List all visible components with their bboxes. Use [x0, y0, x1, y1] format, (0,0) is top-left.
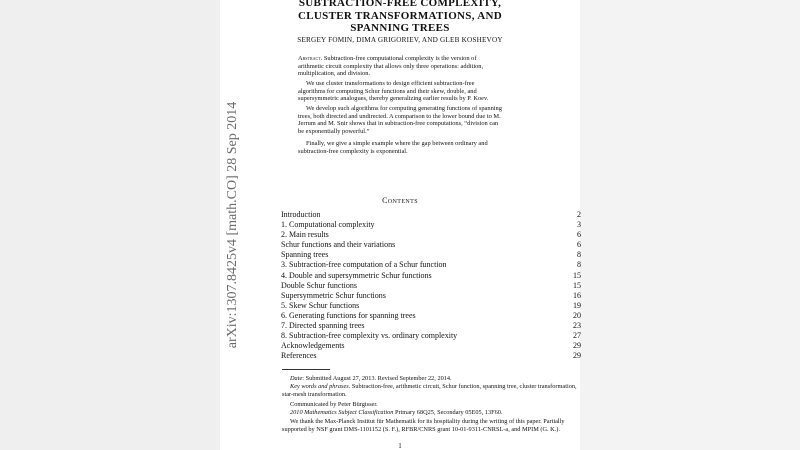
toc-entry[interactable]: 2. Main results 6: [281, 230, 581, 240]
toc-entry[interactable]: Schur functions and their variations 6: [281, 240, 581, 250]
abstract-paragraph-4: Finally, we give a simple example where the gap between ordinary and subtraction-free complexity is exponential.: [298, 140, 488, 155]
footnote-msc-label: 2010 Mathematics Subject Classification: [290, 409, 394, 416]
abstract-label: Abstract.: [298, 55, 323, 62]
document-page: [220, 0, 580, 450]
toc-entry[interactable]: References 29: [281, 351, 581, 361]
toc-entry[interactable]: 4. Double and supersymmetric Schur functions 15: [281, 270, 581, 280]
page-number: 1: [398, 442, 402, 450]
toc-entry[interactable]: Supersymmetric Schur functions 16: [281, 290, 581, 300]
toc-entry[interactable]: Double Schur functions 15: [281, 280, 581, 290]
abstract-paragraph-1: [298, 55, 502, 78]
footnote-keywords-label: Key words and phrases.: [290, 383, 351, 390]
toc-entry[interactable]: 7. Directed spanning trees 23: [281, 321, 581, 331]
toc-entry[interactable]: Introduction 2: [281, 210, 581, 219]
footnote-communicated: Communicated by Peter Bürgisser.: [290, 401, 378, 408]
paper-authors: SERGEY FOMIN, DIMA GRIGORIEV, AND GLEB KOSHEVOY: [297, 36, 503, 44]
arxiv-identifier: arXiv:1307.8425v4 [math.CO] 28 Sep 2014: [225, 101, 240, 349]
toc-entry[interactable]: Acknowledgements 29: [281, 341, 581, 351]
left-margin-area: [0, 0, 220, 450]
abstract-paragraph-2: We use cluster transformations to design efficient subtraction-free algorithms for computing Schur functions and their skew, double, and supersymmetric analogues, thereby generalizing earlier results by P. Koev.: [298, 80, 489, 103]
toc-entry[interactable]: Spanning trees 8: [281, 250, 581, 260]
footnote-divider: [282, 369, 330, 370]
footnote-thanks: We thank the Max-Planck Institut für Mathematik for its hospitality during the writing of this paper. Partially supported by NSF grant DMS-1101152 (S. F.), RFBR/CNRS grant 10-01-9311-CNRSL-a, and MPIM (G. K.).: [282, 418, 565, 433]
toc-entry[interactable]: 1. Computational complexity 3: [281, 220, 581, 230]
footnote-keywords: Key words and phrases. Subtraction-free, arithmetic circuit, Schur function, spanning tree, cluster transformation, star-mesh transformation.: [282, 383, 577, 398]
toc-entry[interactable]: 6. Generating functions for spanning trees 20: [281, 310, 581, 320]
table-of-contents: [281, 210, 582, 361]
footnote-date: Date: Submitted August 27, 2013. Revised September 22, 2014.: [290, 375, 452, 382]
paper-title-line-2: CLUSTER TRANSFORMATIONS, AND SPANNING TREES: [298, 10, 502, 34]
toc-entry[interactable]: 8. Subtraction-free complexity vs. ordinary complexity 27: [281, 331, 581, 341]
toc-entry[interactable]: 5. Skew Schur functions 19: [281, 300, 581, 310]
abstract-text-1: Subtraction-free computational complexity is the version of arithmetic circuit complexity that allows only three operations: addition, multiplication, and division.: [298, 55, 484, 78]
abstract-paragraph-3: We develop such algorithms for computing generating functions of spanning trees, both directed and undirected. A comparison to the lower bound due to M. Jerrum and M. Snir shows that in subtraction-free computations, “division can be exponentially powerful.”: [298, 105, 502, 136]
toc-entry[interactable]: 3. Subtraction-free computation of a Schur function 8: [281, 260, 581, 270]
footnote-date-label: Date: [290, 375, 303, 382]
footnote-msc: 2010 Mathematics Subject Classification Primary 68Q25, Secondary 05E05, 13F60.: [290, 409, 503, 416]
right-margin-area: [580, 0, 800, 450]
contents-heading: Contents: [382, 196, 418, 205]
paper-title-line-1: SUBTRACTION-FREE COMPLEXITY,: [298, 0, 502, 9]
